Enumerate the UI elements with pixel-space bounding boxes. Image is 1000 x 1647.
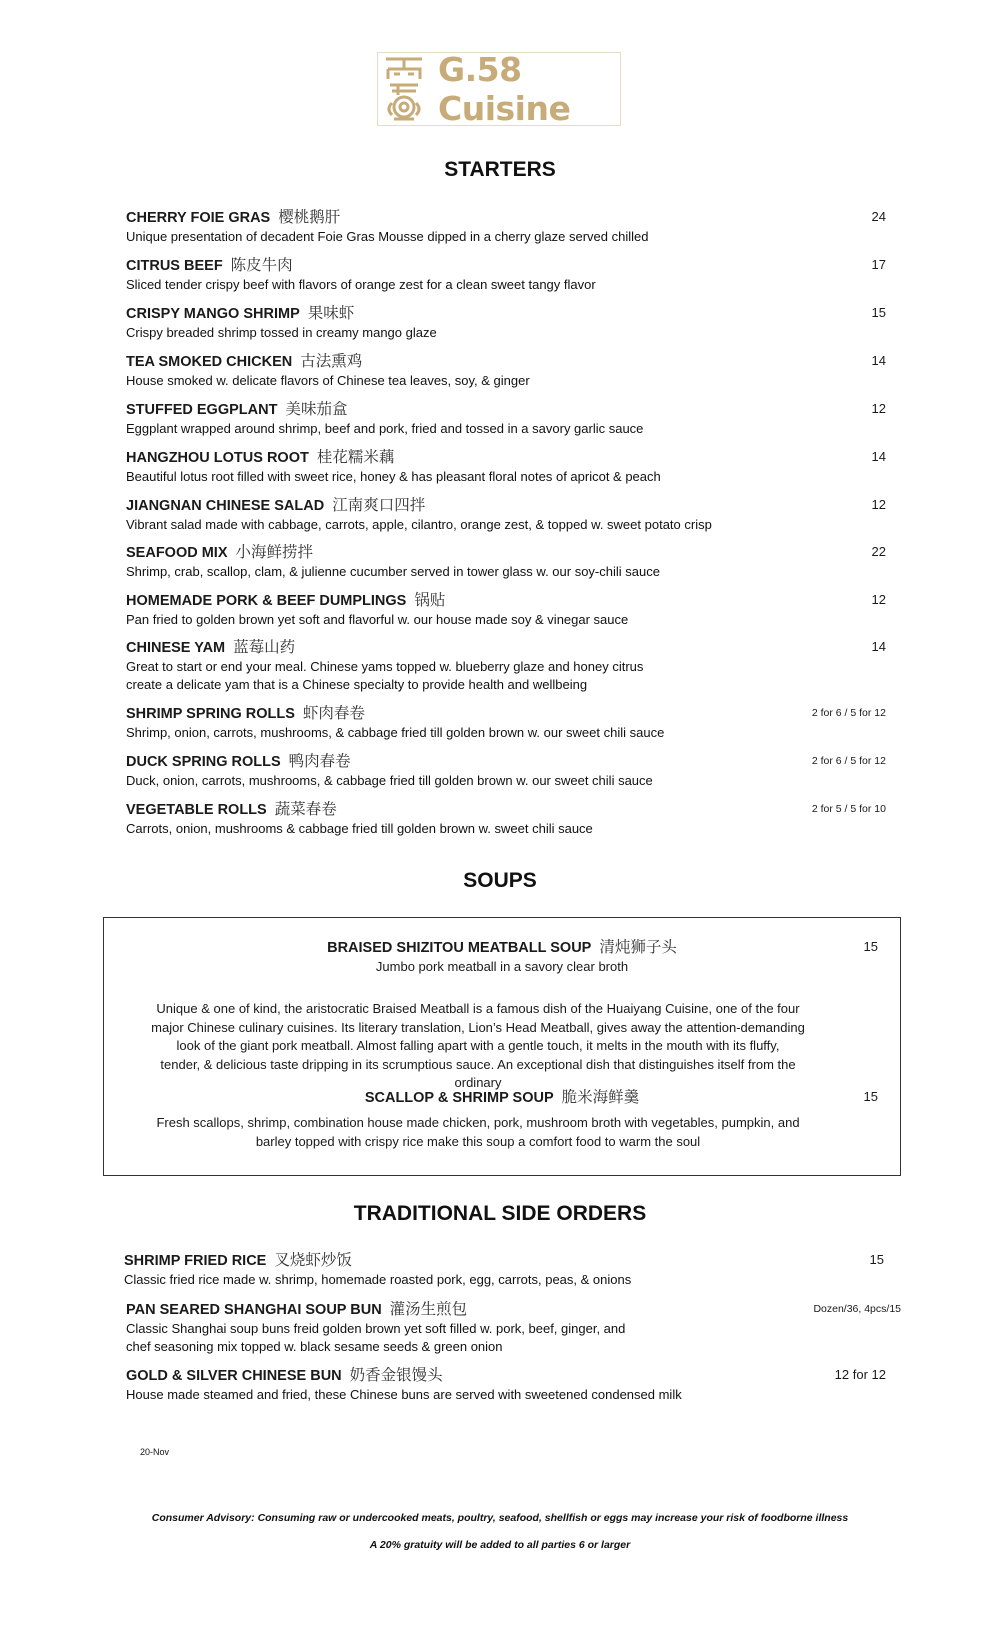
item-chinese-name: 江南爽口四拌	[332, 496, 426, 514]
item-price: 2 for 6 / 5 for 12	[811, 755, 886, 767]
soups-title: SOUPS	[463, 869, 537, 892]
item-price: 2 for 6 / 5 for 12	[811, 707, 886, 719]
menu-item	[126, 702, 886, 742]
item-chinese-name: 奶香金银馒头	[349, 1366, 443, 1384]
item-description: Great to start or end your meal. Chinese yams topped w. blueberry glaze and honey citrus	[126, 659, 644, 674]
item-name: SHRIMP FRIED RICE	[124, 1253, 267, 1269]
description-line: look of the giant pork meatball. Almost falling apart with a gentle touch, it melts in the mouth with its fluffy,	[176, 1038, 780, 1053]
item-chinese-name: 脆米海鲜羹	[561, 1088, 640, 1106]
item-description: Beautiful lotus root filled with sweet rice, honey & has pleasant floral notes of apricot & peach	[126, 469, 661, 484]
item-name: SEAFOOD MIX	[126, 545, 228, 561]
item-name: TEA SMOKED CHICKEN	[126, 354, 293, 370]
item-description: Pan fried to golden brown yet soft and flavorful w. our house made soy & vinegar sauce	[126, 612, 629, 627]
item-name: SCALLOP & SHRIMP SOUP	[364, 1090, 554, 1106]
consumer-advisory: Consumer Advisory: Consuming raw or undercooked meats, poultry, seafood, shellfish or eggs may increase your risk of foodborne illness	[151, 1512, 849, 1524]
item-description	[128, 1000, 828, 1093]
description-line: tender, & delicious taste dripping in its scrumptious sauce. An exceptional dish that distinguishes itself from the	[160, 1056, 796, 1072]
menu-item	[126, 302, 886, 342]
item-chinese-name: 桂花糯米藕	[316, 448, 395, 466]
item-chinese-name: 叉烧虾炒饭	[274, 1251, 352, 1269]
item-chinese-name: 灌汤生煎包	[389, 1300, 468, 1318]
item-name: CITRUS BEEF	[126, 258, 223, 274]
item-name: CHERRY FOIE GRAS	[126, 210, 271, 226]
item-description: House made steamed and fried, these Chinese buns are served with sweetened condensed milk	[126, 1387, 682, 1402]
item-price: 17	[871, 257, 886, 272]
menu-item	[126, 254, 886, 294]
item-description: Shrimp, crab, scallop, clam, & julienne cucumber served in tower glass w. our soy-chili sauce	[126, 564, 660, 579]
item-description: create a delicate yam that is a Chinese specialty to provide health and wellbeing	[126, 677, 588, 692]
item-price: 15	[869, 1252, 884, 1267]
menu-item	[126, 798, 886, 838]
item-description	[128, 1114, 828, 1151]
item-chinese-name: 鸭肉春卷	[288, 752, 351, 770]
menu-date: 20-Nov	[140, 1447, 170, 1457]
item-description: Classic fried rice made w. shrimp, homemade roasted pork, egg, carrots, peas, & onions	[124, 1272, 632, 1287]
cloud-seal-icon	[382, 54, 426, 124]
description-line: Fresh scallops, shrimp, combination house made chicken, pork, mushroom broth with vegetables, pumpkin, and	[156, 1115, 800, 1130]
item-chinese-name: 蔬菜春卷	[274, 800, 337, 818]
menu-item	[126, 494, 886, 534]
item-price: 15	[863, 939, 878, 954]
item-price: 14	[871, 639, 886, 654]
item-description: Sliced tender crispy beef with flavors of orange zest for a clean sweet tangy flavor	[126, 277, 596, 292]
description-line: barley topped with crispy rice make this soup a comfort food to warm the soul	[255, 1133, 701, 1149]
item-description: Shrimp, onion, carrots, mushrooms, & cabbage fried till golden brown w. our sweet chili sauce	[126, 725, 665, 740]
item-chinese-name: 果味虾	[307, 304, 355, 322]
item-chinese-name: 小海鲜捞拌	[235, 543, 314, 561]
item-name: CRISPY MANGO SHRIMP	[126, 306, 300, 322]
item-chinese-name: 锅贴	[414, 591, 446, 609]
description-line: major Chinese culinary cuisines. Its literary translation, Lion’s Head Meatball, gives away the attention-demanding	[151, 1019, 805, 1035]
item-description: Unique presentation of decadent Foie Gras Mousse dipped in a cherry glaze served chilled	[126, 229, 649, 244]
item-description: Vibrant salad made with cabbage, carrots, apple, cilantro, orange zest, & topped w. sweet potato crisp	[126, 517, 712, 532]
soup-item	[104, 1086, 900, 1149]
side-orders-title: TRADITIONAL SIDE ORDERS	[353, 1202, 647, 1225]
menu-item	[126, 446, 886, 486]
item-description: Duck, onion, carrots, mushrooms, & cabbage fried till golden brown w. our sweet chili sauce	[126, 773, 653, 788]
item-price: 12	[871, 401, 886, 416]
item-name: PAN SEARED SHANGHAI SOUP BUN	[126, 1302, 382, 1318]
item-name: HANGZHOU LOTUS ROOT	[126, 450, 309, 466]
menu-item	[126, 206, 886, 246]
menu-item	[126, 1364, 886, 1404]
restaurant-logo	[377, 52, 621, 126]
item-chinese-name: 清炖狮子头	[599, 938, 677, 956]
menu-item	[124, 1249, 884, 1289]
logo-text: G.58 Cuisine	[438, 50, 571, 128]
item-price: Dozen/36, 4pcs/15	[813, 1303, 901, 1315]
item-price: 12	[871, 497, 886, 512]
item-name: GOLD & SILVER CHINESE BUN	[126, 1368, 342, 1384]
menu-item	[126, 1298, 901, 1356]
item-chinese-name: 虾肉春卷	[302, 704, 365, 722]
description-line: Unique & one of kind, the aristocratic Braised Meatball is a famous dish of the Huaiyang Cuisine, one of the four	[156, 1001, 800, 1016]
soups-box	[103, 917, 901, 1176]
item-chinese-name: 陈皮牛肉	[230, 256, 293, 274]
item-price: 12	[871, 592, 886, 607]
gratuity-note: A 20% gratuity will be added to all parties 6 or larger	[369, 1539, 631, 1551]
item-chinese-name: 樱桃鹅肝	[278, 208, 341, 226]
item-price: 15	[871, 305, 886, 320]
item-name: CHINESE YAM	[126, 640, 226, 656]
item-name: SHRIMP SPRING ROLLS	[126, 706, 295, 722]
item-price: 14	[871, 449, 886, 464]
item-price: 2 for 5 / 5 for 10	[811, 803, 886, 815]
menu-item	[126, 750, 886, 790]
item-description: House smoked w. delicate flavors of Chinese tea leaves, soy, & ginger	[126, 373, 530, 388]
item-name: DUCK SPRING ROLLS	[126, 754, 281, 770]
item-name: STUFFED EGGPLANT	[126, 402, 278, 418]
item-price: 22	[871, 544, 886, 559]
item-description: Crispy breaded shrimp tossed in creamy mango glaze	[126, 325, 437, 340]
item-subtitle: Jumbo pork meatball in a savory clear broth	[375, 959, 629, 974]
item-price: 14	[871, 353, 886, 368]
item-price: 24	[871, 209, 886, 224]
item-name: BRAISED SHIZITOU MEATBALL SOUP	[327, 940, 592, 956]
description-line: ordinary	[454, 1075, 502, 1090]
item-name: HOMEMADE PORK & BEEF DUMPLINGS	[126, 593, 407, 609]
menu-item	[126, 636, 886, 694]
menu-item	[126, 541, 886, 581]
soup-item	[104, 936, 900, 1090]
item-price: 12 for 12	[834, 1367, 886, 1382]
starters-title: STARTERS	[444, 158, 556, 181]
item-price: 15	[863, 1089, 878, 1104]
menu-item	[126, 589, 886, 629]
item-name: JIANGNAN CHINESE SALAD	[126, 498, 325, 514]
item-name: VEGETABLE ROLLS	[126, 802, 267, 818]
menu-item	[126, 398, 886, 438]
item-chinese-name: 美味茄盒	[285, 400, 348, 418]
item-description: Eggplant wrapped around shrimp, beef and pork, fried and tossed in a savory garlic sauce	[126, 421, 644, 436]
item-chinese-name: 古法熏鸡	[300, 352, 363, 370]
item-description: chef seasoning mix topped w. black sesame seeds & green onion	[126, 1339, 503, 1354]
item-description: Carrots, onion, mushrooms & cabbage fried till golden brown w. sweet chili sauce	[126, 821, 593, 836]
item-description: Classic Shanghai soup buns freid golden brown yet soft filled w. pork, beef, ginger, and	[126, 1321, 626, 1336]
item-chinese-name: 蓝莓山药	[233, 638, 296, 656]
menu-item	[126, 350, 886, 390]
